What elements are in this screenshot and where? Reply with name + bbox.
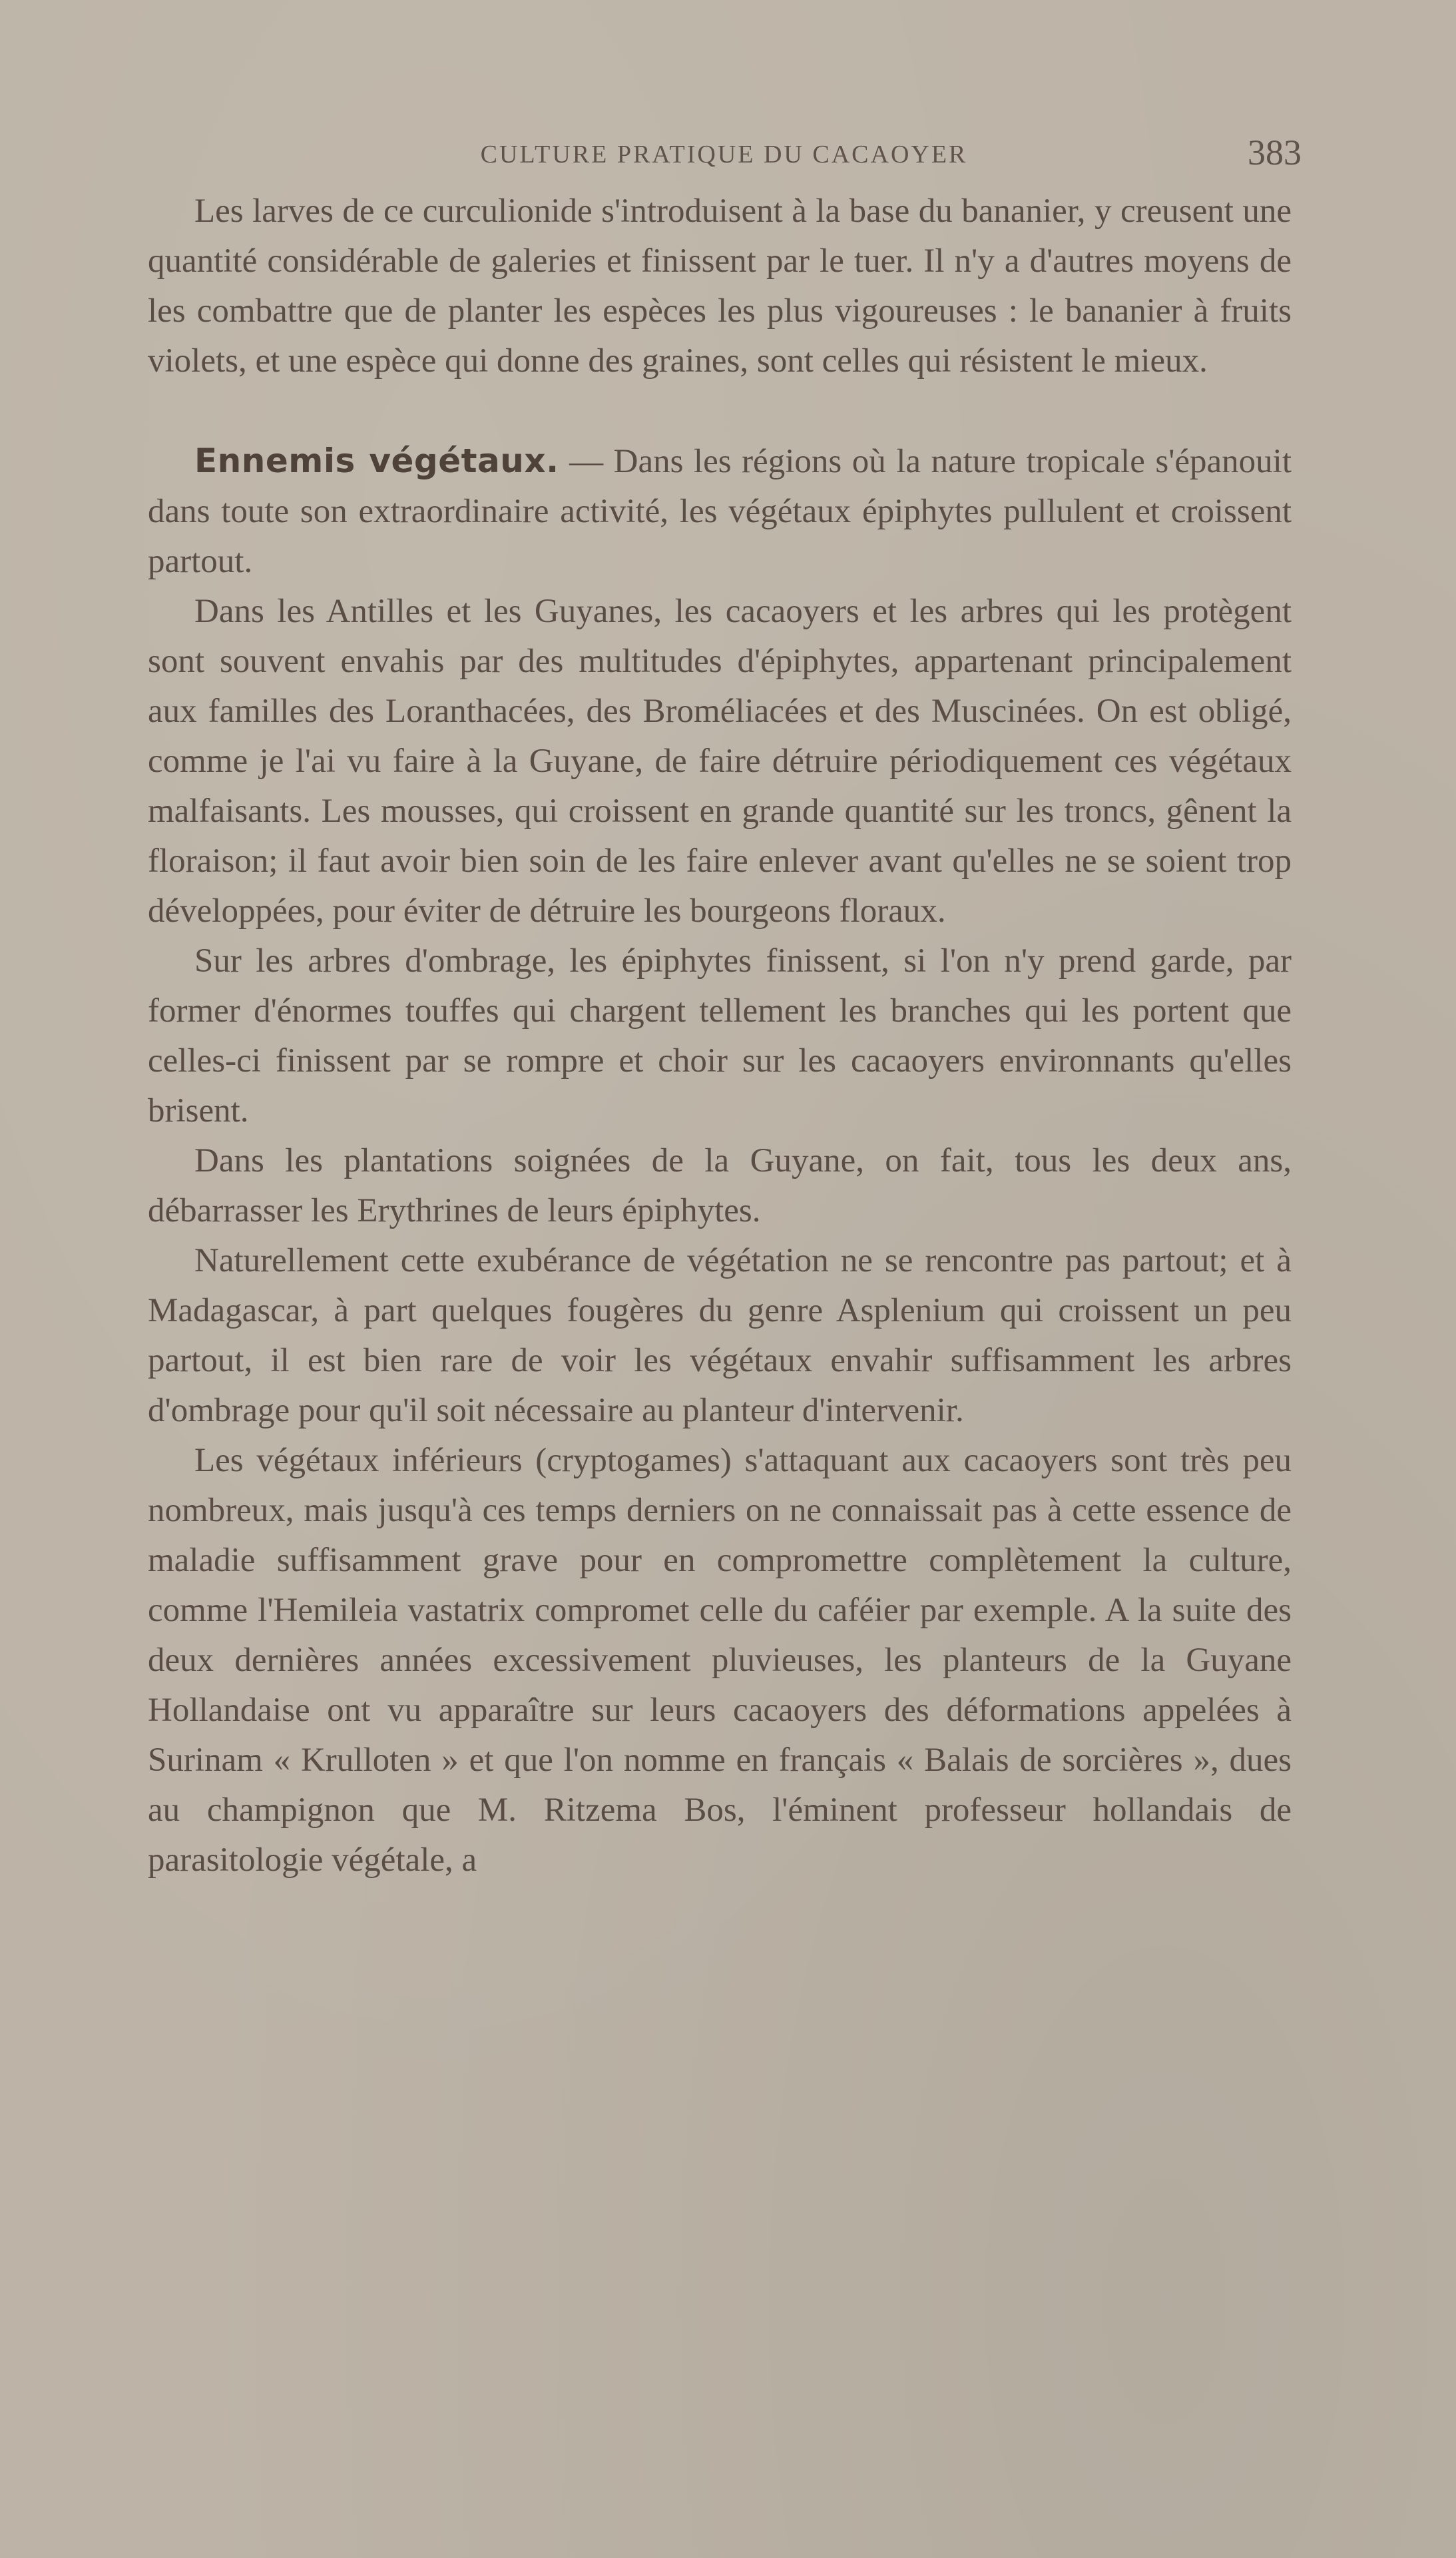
page-number: 383 <box>1248 133 1302 172</box>
paragraph-7: Les végétaux inférieurs (cryptogames) s'attaquant aux cacaoyers sont très peu nombreux, mais jusqu'à ces temps derniers on ne connaissait pas à cette essence de maladie suffisamment grave pour en compromettre complètement la culture, comme l'Hemileia vastatrix compromet celle du caféier par exemple. A la suite des deux dernières années excessivement pluvieuses, les planteurs de la Guyane Hollandaise ont vu apparaître sur leurs cacaoyers des déformations appelées à Surinam « Krulloten » et que l'on nomme en français « Balais de sorcières », dues au champignon que M. Ritzema Bos, l'éminent professeur hollandais de parasitologie végétale, a <box>148 1442 1292 1879</box>
paragraph-2: — Dans les régions où la nature tropicale s'épanouit dans toute son extraordinaire activité, les végétaux épiphytes pullulent et croissent partout. <box>148 443 1292 580</box>
running-title: CULTURE PRATIQUE DU CACAOYER <box>480 141 968 168</box>
paragraph-section-intro <box>148 436 1292 587</box>
paragraph-3: Dans les Antilles et les Guyanes, les cacaoyers et les arbres qui les protègent sont souvent envahis par des multitudes d'épiphytes, appartenant principalement aux familles des Loranthacées, des Broméliacées et des Muscinées. On est obligé, comme je l'ai vu faire à la Guyane, de faire détruire périodiquement ces végétaux malfaisants. Les mousses, qui croissent en grande quantité sur les troncs, gênent la floraison; il faut avoir bien soin de les faire enlever avant qu'elles ne se soient trop développées, pour éviter de détruire les bourgeons floraux. <box>148 593 1292 930</box>
paragraph-5: Dans les plantations soignées de la Guyane, on fait, tous les deux ans, débarrasser les Erythrines de leurs épiphytes. <box>148 1142 1292 1229</box>
paragraph-4: Sur les arbres d'ombrage, les épiphytes finissent, si l'on n'y prend garde, par former d'énormes touffes qui chargent tellement les branches qui les portent que celles-ci finissent par se rompre et choir sur les cacaoyers environnants qu'elles brisent. <box>148 942 1292 1129</box>
paragraph-1: Les larves de ce curculionide s'introduisent à la base du bananier, y creusent une quantité considérable de galeries et finissent par le tuer. Il n'y a d'autres moyens de les combattre que de planter les espèces les plus vigoureuses : le bananier à fruits violets, et une espèce qui donne des graines, sont celles qui résistent le mieux. <box>148 192 1292 380</box>
running-head <box>146 132 1302 178</box>
section-heading: Ennemis végétaux. <box>194 442 559 480</box>
paragraph-6: Naturellement cette exubérance de végétation ne se rencontre pas partout; et à Madagascar, à part quelques fougères du genre Asplenium qui croissent un peu partout, il est bien rare de voir les végétaux envahir suffisamment les arbres d'ombrage pour qu'il soit nécessaire au planteur d'intervenir. <box>148 1242 1292 1429</box>
body-text <box>148 186 1292 1885</box>
